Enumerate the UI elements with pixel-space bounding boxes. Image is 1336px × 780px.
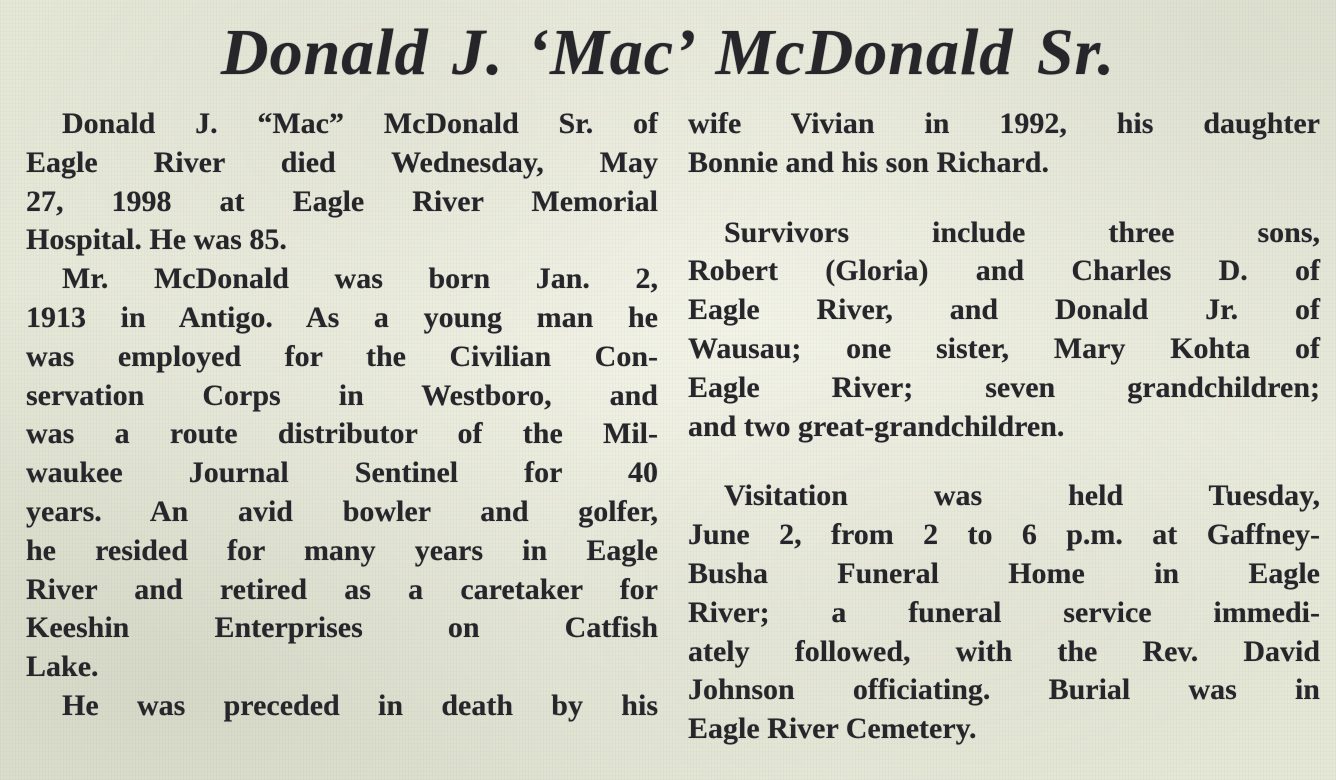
text-line: Wausau; one sister, Mary Kohta of	[688, 331, 1320, 365]
text-line: years. An avid bowler and golfer,	[26, 494, 658, 528]
text-line: Keeshin Enterprises on Catfish	[26, 611, 658, 645]
text-line: he resided for many years in Eagle	[26, 533, 658, 567]
text-line: was employed for the Civilian Con-	[26, 339, 658, 373]
obituary-title: Donald J. ‘Mac’ McDonald Sr.	[220, 16, 1116, 89]
text-line: He was preceded in death by his	[62, 688, 658, 722]
text-line: was a route distributor of the Mil-	[26, 417, 658, 451]
text-line: and two great-grandchildren.	[688, 409, 1065, 443]
paragraph	[688, 477, 1320, 749]
text-line: waukee Journal Sentinel for 40	[26, 456, 658, 490]
paragraph	[688, 214, 1320, 447]
text-line: ately followed, with the Rev. David	[688, 634, 1320, 668]
text-line: Busha Funeral Home in Eagle	[688, 556, 1320, 590]
text-line: Bonnie and his son Richard.	[688, 145, 1049, 179]
text-line: 1913 in Antigo. As a young man he	[26, 300, 658, 334]
paragraph	[688, 105, 1320, 183]
text-line: Donald J. “Mac” McDonald Sr. of	[62, 107, 658, 140]
paragraph	[26, 105, 658, 260]
text-line: Robert (Gloria) and Charles D. of	[688, 254, 1320, 288]
text-line: Eagle River Cemetery.	[688, 712, 977, 746]
text-line: June 2, from 2 to 6 p.m. at Gaffney-	[688, 518, 1320, 552]
right-column	[688, 105, 1320, 749]
article-body	[0, 92, 1336, 749]
left-column	[26, 105, 658, 749]
text-line: Survivors include three sons,	[724, 215, 1320, 249]
text-line: 27, 1998 at Eagle River Memorial	[26, 184, 658, 218]
text-line: Johnson officiating. Burial was in	[688, 673, 1320, 707]
text-line: Eagle River; seven grandchildren;	[688, 370, 1320, 404]
text-line: Lake.	[26, 650, 99, 684]
paragraph	[26, 687, 658, 726]
text-line: Mr. McDonald was born Jan. 2,	[62, 262, 658, 296]
text-line: Hospital. He was 85.	[26, 223, 287, 257]
text-line: Visitation was held Tuesday,	[724, 479, 1320, 513]
text-line: servation Corps in Westboro, and	[26, 378, 658, 412]
text-line: River and retired as a caretaker for	[26, 572, 658, 606]
paragraph	[26, 260, 658, 687]
text-line: Eagle River, and Donald Jr. of	[688, 293, 1320, 327]
text-line: Eagle River died Wednesday, May	[26, 145, 658, 179]
text-line: wife Vivian in 1992, his daughter	[688, 107, 1320, 140]
text-line: River; a funeral service immedi-	[688, 595, 1320, 629]
